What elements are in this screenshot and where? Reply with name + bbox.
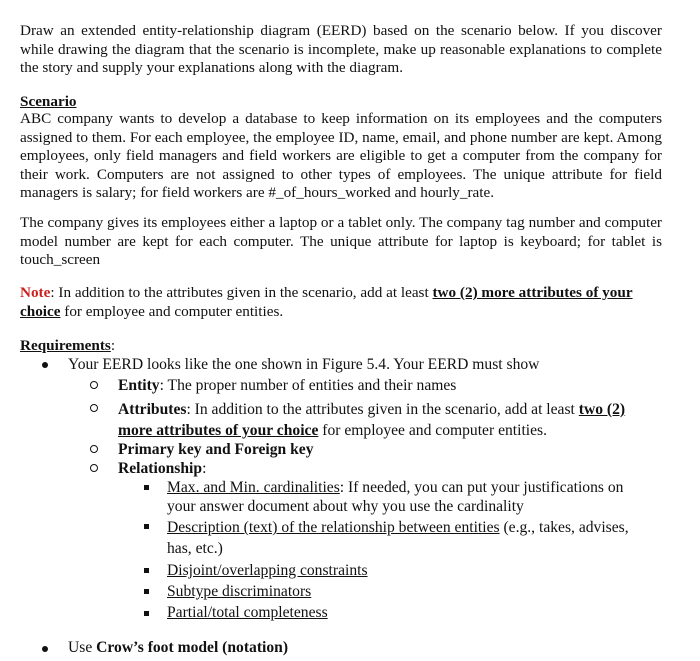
- requirements-heading: [20, 337, 662, 356]
- bullet-square-icon: [144, 611, 149, 616]
- bullet-square-icon: [144, 524, 149, 529]
- requirements-colon: :: [110, 337, 116, 354]
- req-subtype: Subtype discriminators: [167, 583, 312, 600]
- cut-off-previous-line: [0, 0, 700, 6]
- attributes-text-after: for employee and computer entities.: [318, 422, 548, 439]
- entity-text: : The proper number of entities and their names: [159, 377, 457, 394]
- req-primary-foreign-key: Primary key and Foreign key: [118, 441, 314, 458]
- scenario-paragraph-2: The company gives its employees either a laptop or a tablet only. The company tag number and computer model number are kept for each computer. The unique attribute for laptop is keyboard; for tablet is touch_screen: [20, 214, 662, 269]
- scenario-heading: [20, 93, 662, 112]
- req-relationship: [118, 459, 206, 478]
- intro-paragraph: Draw an extended entity-relationship diagram (EERD) based on the scenario below. If you discover while drawing the diagram that the scenario is incomplete, make up reasonable explanations to complete the story and supply your explanations along with the diagram.: [20, 22, 662, 77]
- note-emphasis: two (2) more attributes of your choice: [20, 284, 633, 320]
- scenario-heading-text: Scenario: [20, 93, 77, 110]
- note-text-after: for employee and computer entities.: [60, 302, 284, 320]
- note-text-before: : In addition to the attributes given in the scenario, add at least: [50, 284, 433, 301]
- req-description: [167, 517, 657, 559]
- req-disjoint: Disjoint/overlapping constraints: [167, 562, 368, 579]
- crow-before: Use: [68, 639, 97, 656]
- requirements-heading-text: Requirements: [20, 337, 111, 354]
- bullet-circle-icon: [90, 445, 98, 453]
- bullet-dot-icon: [42, 646, 48, 652]
- req-entity: [118, 376, 456, 395]
- req-eerd-figure: Your EERD looks like the one shown in Figure 5.4. Your EERD must show: [68, 356, 540, 373]
- bullet-square-icon: [144, 589, 149, 594]
- description-label: Description (text) of the relationship between entities: [167, 519, 500, 536]
- note-paragraph: [20, 284, 662, 321]
- attributes-emphasis: two (2) more attributes of your choice: [118, 401, 626, 439]
- relationship-label: Relationship: [118, 460, 203, 477]
- cardinalities-text: : If needed, you can put your justifications on your answer document about why you use the cardinality: [167, 479, 624, 515]
- entity-label: Entity: [118, 377, 160, 394]
- cardinalities-label: Max. and Min. cardinalities: [167, 479, 340, 496]
- req-attributes: [118, 399, 658, 441]
- req-partial: Partial/total completeness: [167, 604, 328, 621]
- scenario-paragraph-1: ABC company wants to develop a database to keep information on its employees and the computers assigned to them. For each employee, the employee ID, name, email, and phone number are kept. Among employees, only field managers and field workers are eligible to get a computer from the company for their work. Computers are not assigned to other types of employees. The unique attribute for field managers is salary; for field workers are #_of_hours_worked and hourly_rate.: [20, 110, 662, 202]
- attributes-text-before: : In addition to the attributes given in the scenario, add at least: [186, 401, 579, 418]
- description-text: (e.g., takes, advises, has, etc.): [167, 519, 629, 557]
- bullet-square-icon: [144, 485, 149, 490]
- bullet-circle-icon: [90, 464, 98, 472]
- req-cardinalities: [167, 478, 655, 516]
- bullet-square-icon: [144, 568, 149, 573]
- bullet-circle-icon: [90, 381, 98, 389]
- crow-bold: Crow’s foot model (notation): [96, 639, 289, 656]
- relationship-colon: :: [202, 460, 207, 477]
- bullet-dot-icon: [42, 362, 48, 368]
- attributes-label: Attributes: [118, 401, 187, 418]
- req-crows-foot: [68, 638, 288, 657]
- note-label: Note: [20, 284, 51, 301]
- bullet-circle-icon: [90, 404, 98, 412]
